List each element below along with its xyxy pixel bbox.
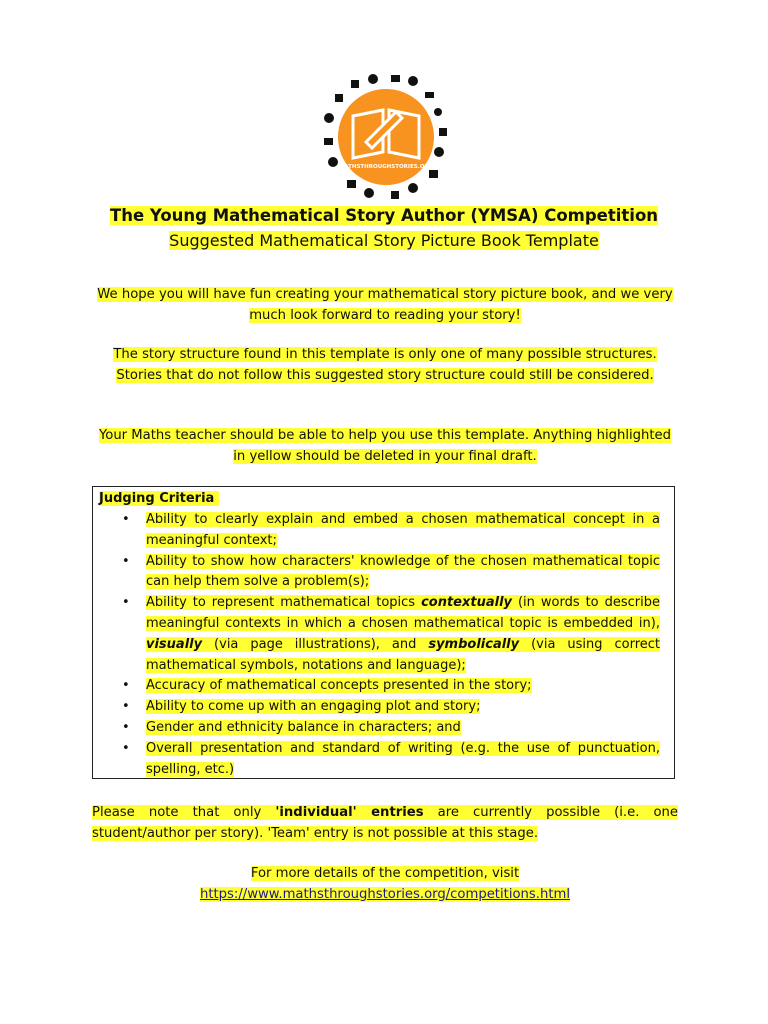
- judging-criteria-list: [93, 510, 674, 780]
- bullet-icon: •: [122, 512, 130, 527]
- competition-details: [92, 864, 678, 905]
- intro-paragraph-3: Your Maths teacher should be able to help you use this template. Anything highlighted in yellow should be deleted in your final draft.: [98, 428, 672, 464]
- bullet-icon: •: [122, 740, 130, 756]
- judging-criteria-box: [92, 486, 675, 779]
- bullet-icon: •: [122, 699, 130, 715]
- intro-paragraph-2: The story structure found in this template is only one of many possible structures. Stories that do not follow this suggested story structure could still be considered.: [113, 347, 657, 383]
- intro-paragraph-1: We hope you will have fun creating your mathematical story picture book, and we very much look forward to reading your story!: [97, 287, 673, 323]
- list-item: • Ability to represent mathematical topics contextually (in words to describe meaningful contexts in which a chosen mathematical topic is embedded in), visually (via page illustrations), and symbolically (via using correct mathematical symbols, notations and language);: [122, 595, 661, 673]
- bullet-icon: •: [122, 553, 130, 569]
- maths-through-stories-logo: [321, 72, 451, 202]
- list-item: • Ability to clearly explain and embed a chosen mathematical concept in a meaningful context;: [122, 512, 660, 548]
- list-item: • Overall presentation and standard of writing (e.g. the use of punctuation, spelling, etc.): [122, 740, 660, 777]
- bullet-icon: •: [122, 595, 130, 611]
- entry-note-paragraph: Please note that only 'individual' entries are currently possible (i.e. one student/author per story). 'Team' entry is not possible at this stage.: [92, 805, 679, 841]
- page-title: The Young Mathematical Story Author (YMSA) Competition: [109, 206, 659, 225]
- list-item: • Gender and ethnicity balance in characters; and: [93, 718, 674, 739]
- list-item: • Ability to show how characters' knowledge of the chosen mathematical topic can help them solve a problem(s);: [122, 553, 660, 590]
- judging-criteria-heading: Judging Criteria: [99, 489, 219, 509]
- details-text: For more details of the competition, visit: [250, 866, 520, 881]
- page-subtitle: Suggested Mathematical Story Picture Book Template: [169, 231, 599, 250]
- bullet-icon: •: [122, 719, 130, 735]
- list-item: • Accuracy of mathematical concepts presented in the story;: [93, 676, 674, 697]
- list-item: • Ability to come up with an engaging plot and story;: [93, 697, 674, 718]
- competition-link[interactable]: https://www.mathsthroughstories.org/competitions.html: [199, 886, 571, 902]
- logo-ring-text: MATHSTHROUGHSTORIES.ORG: [338, 164, 434, 170]
- bullet-icon: •: [122, 678, 130, 694]
